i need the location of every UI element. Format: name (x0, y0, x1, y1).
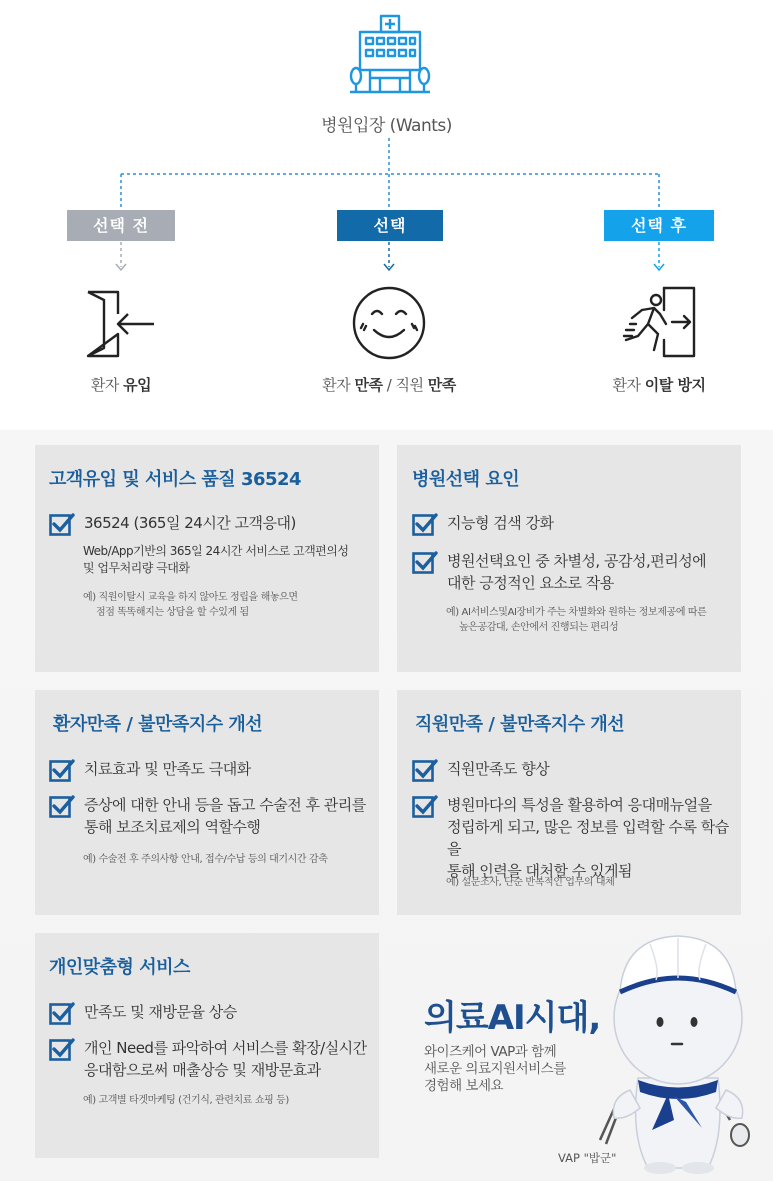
stage-tag-after: 선택 후 (604, 210, 714, 241)
card-hospital-selection (397, 445, 741, 672)
promo-title: 의료AI시대, (424, 998, 601, 1038)
card-customer-inflow (35, 445, 379, 672)
item-line: 통해 보조치료제의 역할수행 (84, 818, 261, 836)
sub-line: Web/App기반의 365일 24시간 서비스로 고객편의성 (83, 544, 349, 558)
outcome-after (549, 374, 769, 395)
list-item (49, 1001, 237, 1025)
example-note (83, 852, 327, 867)
outcome-before-bold: 유입 (123, 376, 152, 394)
list-item (412, 758, 549, 782)
item-line: 병원선택요인 중 차별성, 공감성,편리성에 (447, 552, 707, 570)
stage-tag-select: 선택 (337, 210, 443, 241)
sub-text (83, 543, 348, 577)
outcome-select-bold2: 만족 (427, 376, 456, 394)
note-line: 높은공감대, 손안에서 진행되는 편리성 (459, 622, 619, 633)
item-text (84, 1037, 367, 1081)
example-note (83, 590, 298, 620)
hospital-label: 병원입장 (Wants) (321, 116, 452, 136)
item-text: 치료효과 및 만족도 극대화 (84, 760, 251, 778)
item-line: 병원마다의 특성을 활용하여 응대매뉴얼을 (447, 796, 712, 814)
note-line: 예) 직원이탈시 교육을 하지 않아도 정립을 해놓으면 (83, 592, 298, 603)
outcome-before (11, 374, 231, 395)
exit-run-icon (620, 284, 700, 364)
note-line: 예) 설문조사, 단순 반복적인 업무의 대체 (446, 877, 615, 888)
card-staff-satisfaction (397, 690, 741, 915)
card-title: 환자만족 / 불만족지수 개선 (53, 714, 263, 735)
card-personalized-service (35, 933, 379, 1158)
item-text: 지능형 검색 강화 (447, 514, 554, 532)
promo-line: 경험해 보세요 (424, 1078, 504, 1094)
list-item (412, 512, 553, 536)
item-text (84, 794, 366, 838)
checkbox-check-icon (49, 794, 75, 818)
item-text: 만족도 및 재방문율 상승 (84, 1003, 237, 1021)
card-title: 직원만족 / 불만족지수 개선 (415, 714, 625, 735)
checkbox-check-icon (412, 512, 438, 536)
checkbox-check-icon (49, 758, 75, 782)
outcome-select (279, 374, 499, 395)
item-line: 통해 인력을 대처할 수 있게됨 (447, 862, 632, 880)
item-text (447, 794, 741, 882)
item-line: 대한 긍정적인 요소로 작용 (447, 574, 614, 592)
item-line: 개인 Need를 파악하여 서비스를 확장/실시간 (84, 1039, 367, 1057)
hospital-icon (348, 14, 432, 96)
note-line: 예) 고객별 타겟마케팅 (건기식, 관련치료 쇼핑 등) (83, 1095, 289, 1106)
item-line: 응대함으로써 매출상승 및 재방문효과 (84, 1061, 321, 1079)
checkbox-check-icon (49, 1037, 75, 1061)
promo-line: 새로운 의료지원서비스를 (424, 1061, 566, 1077)
list-item (49, 512, 296, 536)
item-text: 36524 (365일 24시간 고객응대) (84, 514, 296, 532)
card-patient-satisfaction (35, 690, 379, 915)
mascot-illustration (590, 930, 760, 1175)
mascot-name: VAP "밥군" (558, 1151, 617, 1165)
smile-icon (350, 284, 428, 362)
note-line: 예) AI서비스및AI장비가 주는 차별화와 원하는 정보제공에 따른 (446, 607, 707, 618)
list-item (49, 1037, 367, 1081)
example-note (83, 1093, 289, 1108)
checkbox-check-icon (412, 794, 438, 818)
list-item (412, 550, 706, 594)
example-note (446, 875, 614, 890)
card-title: 고객유입 및 서비스 품질 36524 (49, 469, 302, 490)
outcome-before-prefix: 환자 (90, 376, 124, 394)
card-title: 병원선택 요인 (412, 469, 520, 490)
outcome-select-mid: / 직원 (382, 376, 428, 394)
item-text: 직원만족도 향상 (447, 760, 550, 778)
outcome-after-bold: 이탈 방지 (644, 376, 706, 394)
item-line: 증상에 대한 안내 등을 돕고 수술전 후 관리를 (84, 796, 366, 814)
outcome-select-prefix: 환자 (322, 376, 355, 394)
list-item (49, 758, 251, 782)
door-enter-icon (84, 288, 160, 360)
list-item (49, 794, 366, 838)
checkbox-check-icon (49, 1001, 75, 1025)
note-line: 점점 똑똑해지는 상담을 할 수있게 됨 (96, 607, 249, 618)
stage-tag-before: 선택 전 (67, 210, 175, 241)
item-text (447, 550, 706, 594)
outcome-after-prefix: 환자 (612, 376, 645, 394)
card-title: 개인맞춤형 서비스 (49, 957, 190, 978)
promo-line: 와이즈케어 VAP과 함께 (424, 1044, 557, 1060)
list-item (412, 794, 741, 882)
item-line: 정립하게 되고, 많은 정보를 입력할 수록 학습을 (447, 818, 729, 858)
note-line: 예) 수술전 후 주의사항 안내, 접수/수납 등의 대기시간 감축 (83, 854, 328, 865)
flow-lines (0, 130, 773, 280)
sub-line: 및 업무처리량 극대화 (83, 561, 190, 575)
outcome-select-bold: 만족 (354, 376, 383, 394)
checkbox-check-icon (49, 512, 75, 536)
checkbox-check-icon (412, 758, 438, 782)
checkbox-check-icon (412, 550, 438, 574)
example-note (446, 605, 706, 635)
